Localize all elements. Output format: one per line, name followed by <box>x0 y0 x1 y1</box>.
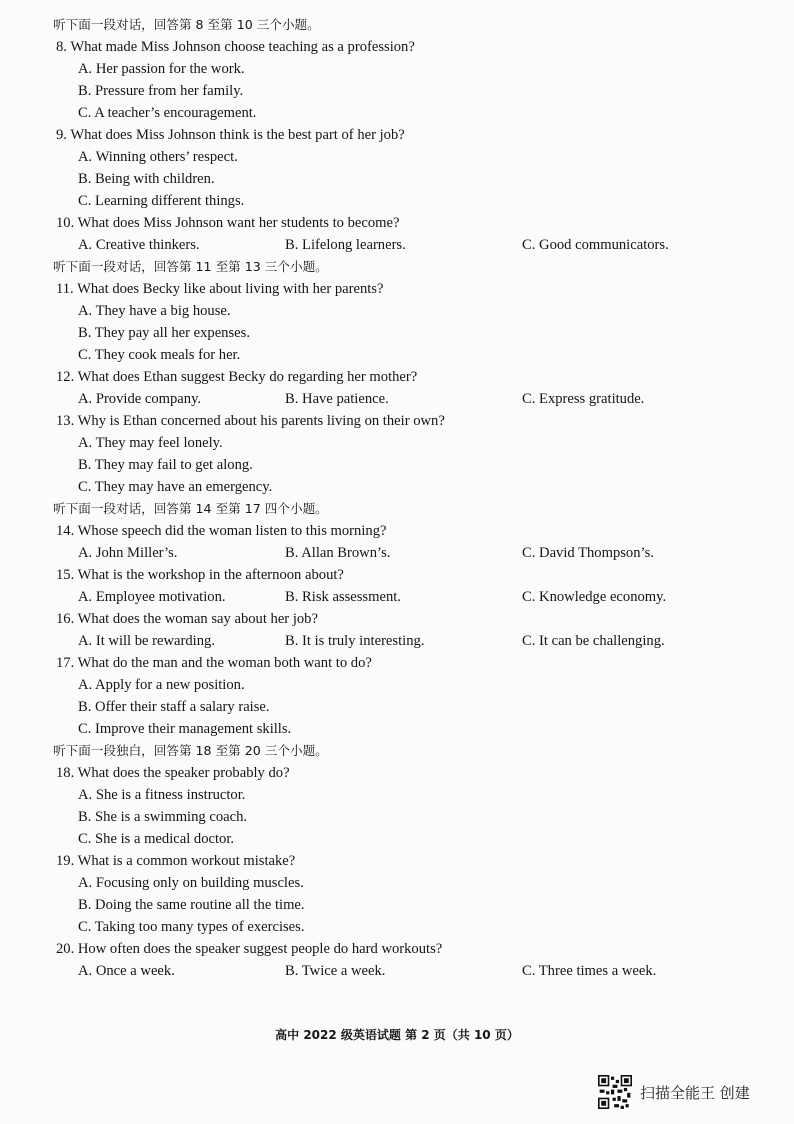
option-b: B. Doing the same routine all the time. <box>78 897 305 913</box>
section-heading: 听下面一段对话，回答第 11 至第 13 三个小题。 <box>53 259 328 274</box>
option-c: C. Taking too many types of exercises. <box>78 919 305 935</box>
page-footer: 高中 2022 级英语试题 第 2 页（共 10 页） <box>275 1028 519 1042</box>
option-a: A. Employee motivation. <box>78 589 226 605</box>
option-c: C. They may have an emergency. <box>78 479 273 495</box>
option-b: B. Have patience. <box>285 391 389 407</box>
option-b: B. Pressure from her family. <box>78 83 244 99</box>
option-c: C. They cook meals for her. <box>78 347 241 363</box>
option-row <box>56 388 756 410</box>
option-c: C. David Thompson’s. <box>522 545 654 561</box>
question-stem: 16. What does the woman say about her job? <box>56 611 318 627</box>
option-c: C. Three times a week. <box>522 963 657 979</box>
option-b: B. Being with children. <box>78 171 215 187</box>
option-row <box>56 630 756 652</box>
option-b: B. Offer their staff a salary raise. <box>78 699 270 715</box>
option-c: C. Express gratitude. <box>522 391 645 407</box>
option-b: B. They may fail to get along. <box>78 457 253 473</box>
section-heading: 听下面一段对话，回答第 14 至第 17 四个小题。 <box>53 501 328 516</box>
question-stem: 11. What does Becky like about living with her parents? <box>56 281 384 297</box>
option-c: C. It can be challenging. <box>522 633 665 649</box>
question-stem: 13. Why is Ethan concerned about his parents living on their own? <box>56 413 445 429</box>
option-c: C. She is a medical doctor. <box>78 831 235 847</box>
question-list <box>53 14 756 982</box>
option-b: B. Allan Brown’s. <box>285 545 391 561</box>
option-c: C. Good communicators. <box>522 237 669 253</box>
option-c: C. Knowledge economy. <box>522 589 667 605</box>
question-stem: 18. What does the speaker probably do? <box>56 765 290 781</box>
section-heading: 听下面一段独白，回答第 18 至第 20 三个小题。 <box>53 743 328 758</box>
option-c: C. Learning different things. <box>78 193 245 209</box>
section-heading: 听下面一段对话，回答第 8 至第 10 三个小题。 <box>53 17 320 32</box>
option-a: A. John Miller’s. <box>78 545 178 561</box>
option-a: A. It will be rewarding. <box>78 633 215 649</box>
option-row <box>56 542 756 564</box>
option-b: B. They pay all her expenses. <box>78 325 250 341</box>
option-c: C. A teacher’s encouragement. <box>78 105 257 121</box>
question-stem: 8. What made Miss Johnson choose teaching as a profession? <box>56 39 415 55</box>
option-a: A. Apply for a new position. <box>78 677 245 693</box>
option-a: A. Once a week. <box>78 963 175 979</box>
option-c: C. Improve their management skills. <box>78 721 292 737</box>
question-stem: 17. What do the man and the woman both want to do? <box>56 655 372 671</box>
scanner-label: 扫描全能王 创建 <box>640 1083 750 1102</box>
question-stem: 9. What does Miss Johnson think is the best part of her job? <box>56 127 405 143</box>
scanner-watermark <box>598 1074 750 1110</box>
option-a: A. Focusing only on building muscles. <box>78 875 304 891</box>
option-b: B. She is a swimming coach. <box>78 809 248 825</box>
qr-code-icon <box>598 1075 632 1109</box>
question-stem: 14. Whose speech did the woman listen to this morning? <box>56 523 387 539</box>
option-a: A. Creative thinkers. <box>78 237 200 253</box>
option-a: A. They have a big house. <box>78 303 231 319</box>
option-b: B. Risk assessment. <box>285 589 401 605</box>
option-a: A. Winning others’ respect. <box>78 149 238 165</box>
option-a: A. She is a fitness instructor. <box>78 787 246 803</box>
option-row <box>56 586 756 608</box>
question-stem: 15. What is the workshop in the afternoon about? <box>56 567 344 583</box>
option-a: A. Provide company. <box>78 391 202 407</box>
option-a: A. Her passion for the work. <box>78 61 245 77</box>
question-stem: 20. How often does the speaker suggest people do hard workouts? <box>56 941 443 957</box>
option-row <box>56 960 756 982</box>
option-b: B. Twice a week. <box>285 963 386 979</box>
question-stem: 10. What does Miss Johnson want her students to become? <box>56 215 400 231</box>
question-stem: 12. What does Ethan suggest Becky do regarding her mother? <box>56 369 418 385</box>
option-b: B. It is truly interesting. <box>285 633 425 649</box>
question-stem: 19. What is a common workout mistake? <box>56 853 296 869</box>
option-a: A. They may feel lonely. <box>78 435 223 451</box>
option-b: B. Lifelong learners. <box>285 237 406 253</box>
option-row <box>56 234 756 256</box>
